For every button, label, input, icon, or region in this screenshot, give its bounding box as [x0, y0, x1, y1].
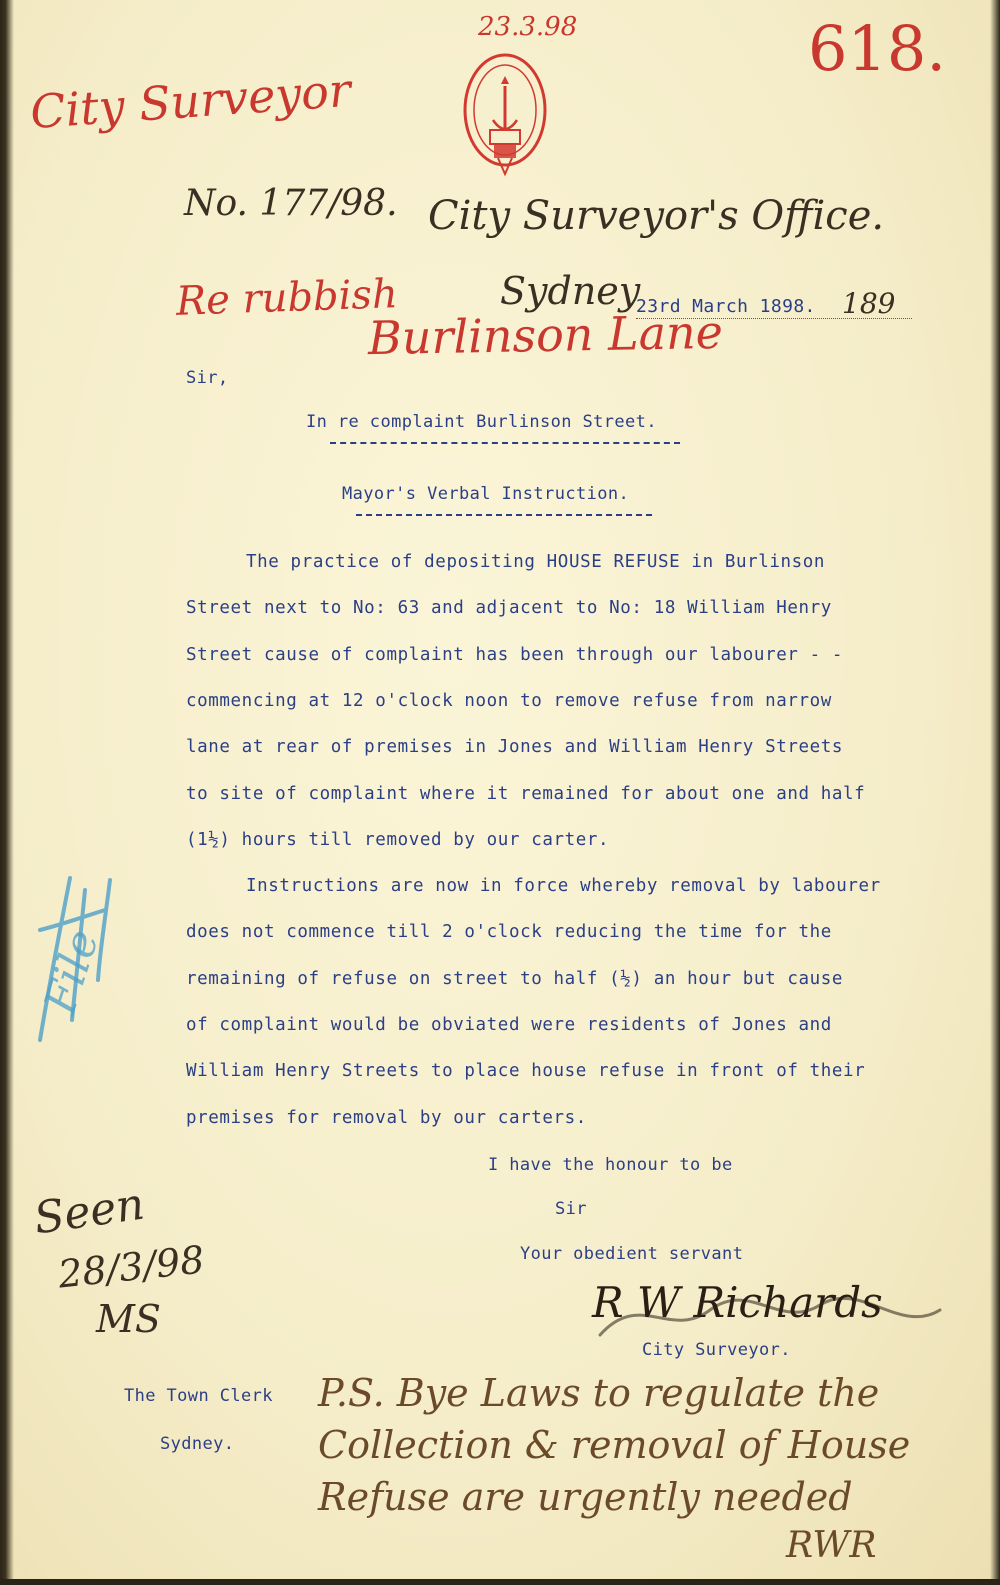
paragraph-line: to site of complaint where it remained for about one and half — [186, 784, 866, 804]
postscript-initials: RWR — [786, 1525, 877, 1566]
subject-line-1: Re rubbish — [175, 271, 399, 325]
seen-date: 28/3/98 — [56, 1237, 207, 1297]
seen-initials: MS — [96, 1297, 161, 1341]
buckle-icon — [494, 144, 516, 158]
paragraph-line: lane at rear of premises in Jones and William Henry Streets — [186, 737, 844, 757]
paragraph-line: does not commence till 2 o'clock reducing the time for the — [186, 922, 832, 942]
paragraph-line: Street cause of complaint has been through our labourer - - — [186, 645, 844, 665]
year-suffix: 189 — [842, 287, 896, 320]
postscript-line-2: Collection & removal of House — [318, 1423, 911, 1467]
letter-date: 23rd March 1898. — [636, 296, 816, 317]
office-heading: City Surveyor's Office. — [428, 193, 885, 239]
recipient-line-2: Sydney. — [160, 1434, 235, 1454]
subject-line-2: Burlinson Lane — [367, 304, 724, 366]
paragraph-line: Instructions are now in force whereby removal by labourer — [246, 876, 881, 896]
heading-underline — [330, 442, 680, 444]
postscript-line-1: P.S. Bye Laws to regulate the — [318, 1371, 880, 1415]
addressee-note: City Surveyor — [28, 62, 353, 140]
crown-icon — [490, 130, 520, 144]
closing-line-1: I have the honour to be — [488, 1155, 733, 1175]
date-stamp: 23.3.98 — [478, 12, 578, 42]
blue-mark-text: File — [34, 923, 110, 1021]
signatory-title: City Surveyor. — [642, 1340, 791, 1360]
paragraph-line: (1½) hours till removed by our carter. — [186, 830, 610, 850]
paragraph-line: remaining of refuse on street to half (½) an hour but cause — [186, 969, 844, 989]
letter-subheading: Mayor's Verbal Instruction. — [342, 484, 630, 504]
paragraph-line: of complaint would be obviated were residents of Jones and — [186, 1015, 832, 1035]
paragraph-line: Street next to No: 63 and adjacent to No: 18 William Henry — [186, 598, 832, 618]
paragraph-line: The practice of depositing HOUSE REFUSE in Burlinson — [246, 552, 826, 572]
letter-heading: In re complaint Burlinson Street. — [306, 412, 657, 432]
salutation: Sir, — [186, 368, 229, 388]
signature: R W Richards — [592, 1278, 883, 1327]
page-edge-bottom — [0, 1579, 1000, 1585]
paragraph-line: William Henry Streets to place house refuse in front of their — [186, 1061, 866, 1081]
closing-line-3: Your obedient servant — [520, 1244, 744, 1264]
page-edge-left — [0, 0, 14, 1585]
recipient-line-1: The Town Clerk — [124, 1386, 273, 1406]
paragraph-line: premises for removal by our carters. — [186, 1108, 587, 1128]
closing-line-2: Sir — [555, 1199, 587, 1219]
subheading-underline — [356, 514, 652, 516]
folio-number: 618. — [808, 12, 947, 85]
paragraph-line: commencing at 12 o'clock noon to remove refuse from narrow — [186, 691, 832, 711]
seen-note: Seen — [30, 1178, 148, 1245]
council-seal — [460, 48, 550, 178]
place: Sydney — [500, 269, 641, 313]
star-icon — [501, 76, 509, 84]
page-edge-right — [990, 0, 1000, 1585]
postscript-line-3: Refuse are urgently needed — [318, 1475, 853, 1519]
file-number: No. 177/98. — [184, 183, 398, 224]
